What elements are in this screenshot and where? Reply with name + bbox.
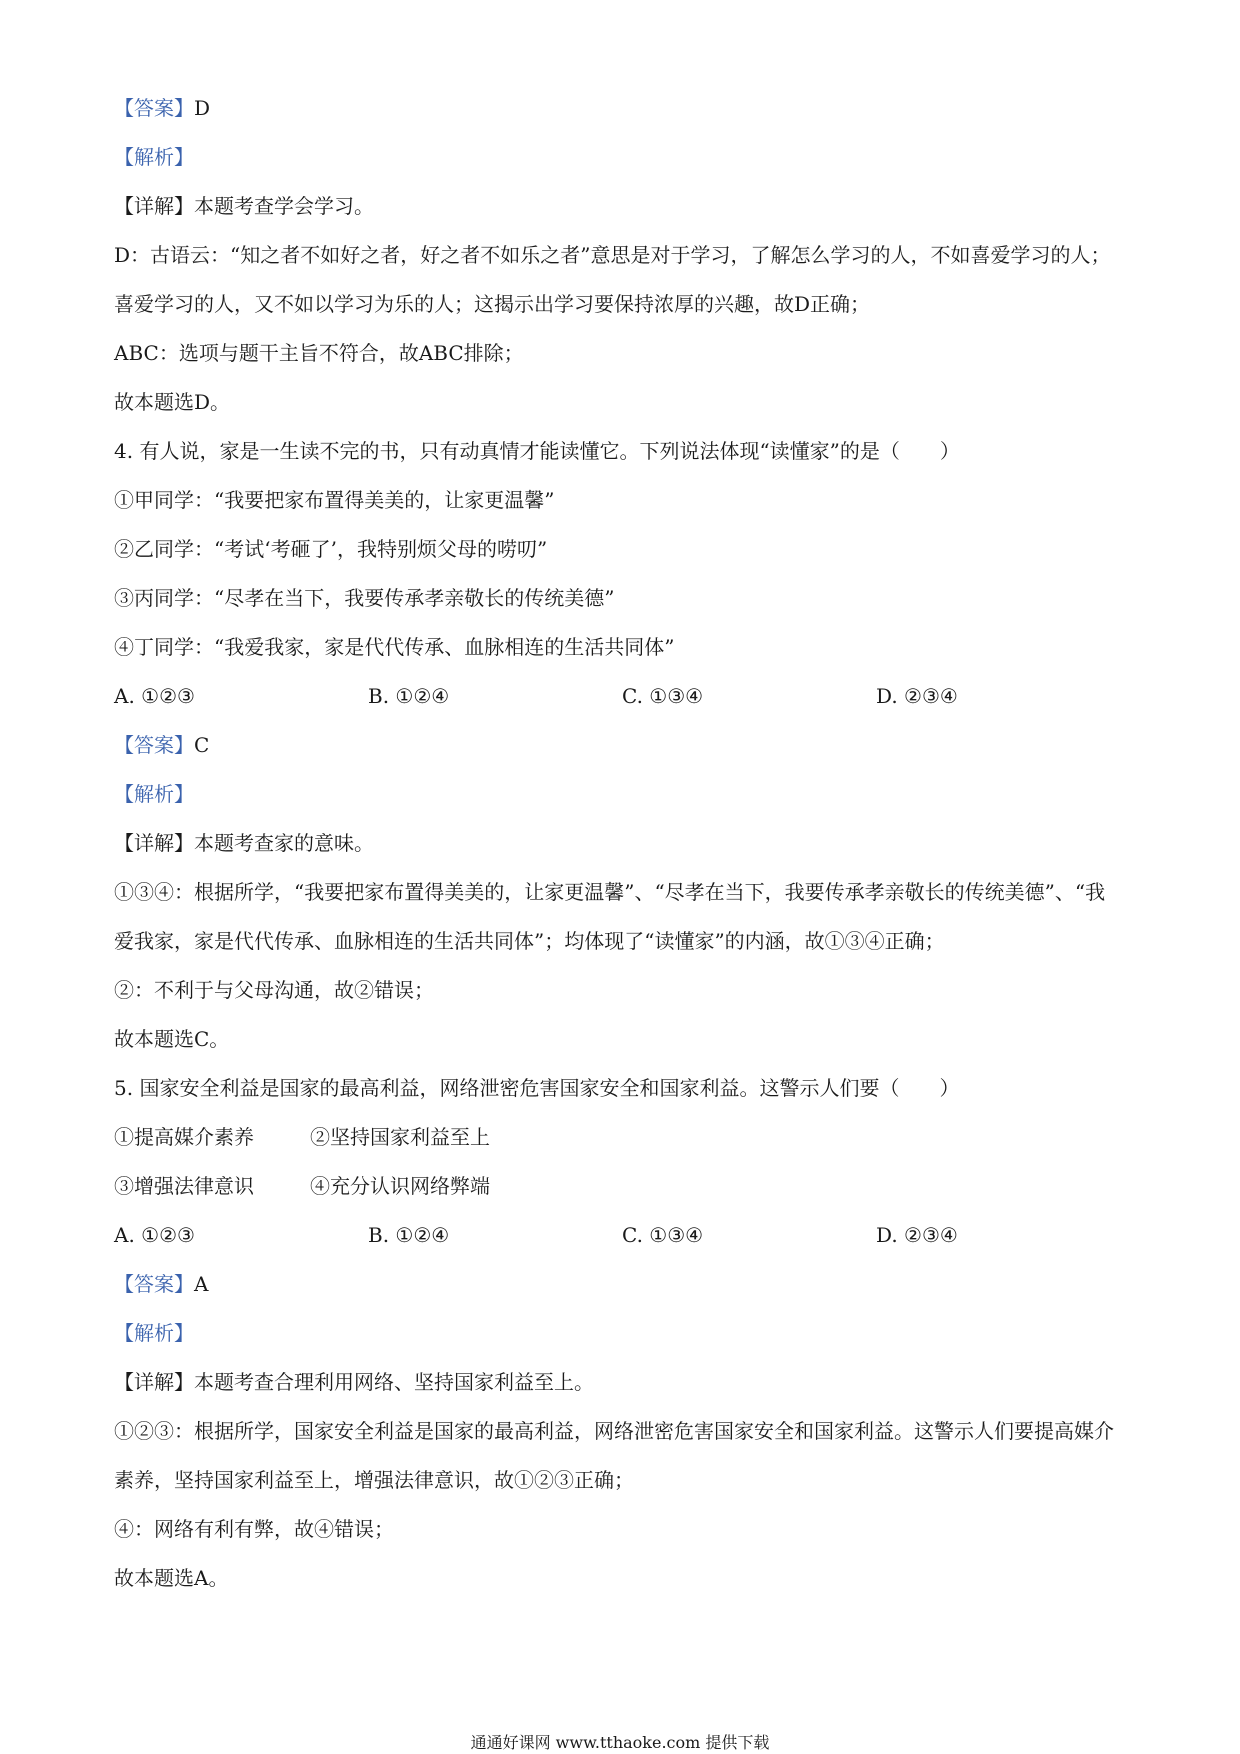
q5-statements-row-2 xyxy=(114,1174,1124,1198)
q4-stem: 4. 有人说，家是一生读不完的书，只有动真情才能读懂它。下列说法体现“读懂家”的是（ ） xyxy=(114,439,960,463)
q5-statements-row-1 xyxy=(114,1125,1124,1149)
q5-option-c: C. ①③④ xyxy=(622,1223,704,1247)
q5-statement-2: ②坚持国家利益至上 xyxy=(310,1125,490,1149)
q3-detail: 【详解】本题考查学会学习。 xyxy=(114,194,374,218)
q5-statement-4: ④充分认识网络弊端 xyxy=(310,1174,490,1198)
q4-statement-3: ③丙同学：“尽孝在当下，我要传承孝亲敬长的传统美德” xyxy=(114,586,615,610)
q4-option-d: D. ②③④ xyxy=(876,684,958,708)
q4-statement-1: ①甲同学：“我要把家布置得美美的，让家更温馨” xyxy=(114,488,555,512)
q4-analysis-heading: 【解析】 xyxy=(114,782,194,806)
q4-detail: 【详解】本题考查家的意味。 xyxy=(114,831,374,855)
q5-option-b: B. ①②④ xyxy=(368,1223,450,1247)
q5-statement-3: ③增强法律意识 xyxy=(114,1174,254,1198)
q4-option-b: B. ①②④ xyxy=(368,684,450,708)
q5-option-a: A. ①②③ xyxy=(114,1223,195,1247)
q4-statement-4: ④丁同学：“我爱我家，家是代代传承、血脉相连的生活共同体” xyxy=(114,635,675,659)
q5-explanation-1: ①②③：根据所学，国家安全利益是国家的最高利益，网络泄密危害国家安全和国家利益。这警示人们要提高媒介素养，坚持国家利益至上，增强法律意识，故①②③正确； xyxy=(114,1419,1114,1492)
q5-stem: 5. 国家安全利益是国家的最高利益，网络泄密危害国家安全和国家利益。这警示人们要（ ） xyxy=(114,1076,960,1100)
q4-answer: 【答案】C xyxy=(114,733,210,757)
q3-explanation-2: ABC：选项与题干主旨不符合，故ABC排除； xyxy=(114,341,524,365)
q5-answer: 【答案】A xyxy=(114,1272,209,1296)
q4-option-c: C. ①③④ xyxy=(622,684,704,708)
q5-detail: 【详解】本题考查合理利用网络、坚持国家利益至上。 xyxy=(114,1370,594,1394)
q5-statement-1: ①提高媒介素养 xyxy=(114,1125,254,1149)
q3-answer: 【答案】D xyxy=(114,96,211,120)
q4-explanation-1: ①③④：根据所学，“我要把家布置得美美的，让家更温馨”、“尽孝在当下，我要传承孝亲敬长的传统美德”、“我爱我家，家是代代传承、血脉相连的生活共同体”；均体现了“读懂家”的内涵，故①③④正确； xyxy=(114,880,1106,953)
q3-analysis-heading: 【解析】 xyxy=(114,145,194,169)
q4-options xyxy=(114,684,1124,708)
document-body xyxy=(114,96,1124,1615)
q5-conclusion: 故本题选A。 xyxy=(114,1566,229,1590)
q4-explanation-2: ②：不利于与父母沟通，故②错误； xyxy=(114,978,434,1002)
q5-analysis-heading: 【解析】 xyxy=(114,1321,194,1345)
q3-conclusion: 故本题选D。 xyxy=(114,390,231,414)
q5-option-d: D. ②③④ xyxy=(876,1223,958,1247)
q4-option-a: A. ①②③ xyxy=(114,684,195,708)
q4-statement-2: ②乙同学：“考试‘考砸了’，我特别烦父母的唠叨” xyxy=(114,537,548,561)
q3-explanation-1: D：古语云：“知之者不如好之者，好之者不如乐之者”意思是对于学习，了解怎么学习的人，不如喜爱学习的人；喜爱学习的人，又不如以学习为乐的人；这揭示出学习要保持浓厚的兴趣，故D正确； xyxy=(114,243,1111,316)
q4-conclusion: 故本题选C。 xyxy=(114,1027,230,1051)
q5-explanation-2: ④：网络有利有弊，故④错误； xyxy=(114,1517,394,1541)
page-footer: 通通好课网 www.tthaoke.com 提供下载 xyxy=(470,1733,770,1752)
q5-options xyxy=(114,1223,1124,1247)
